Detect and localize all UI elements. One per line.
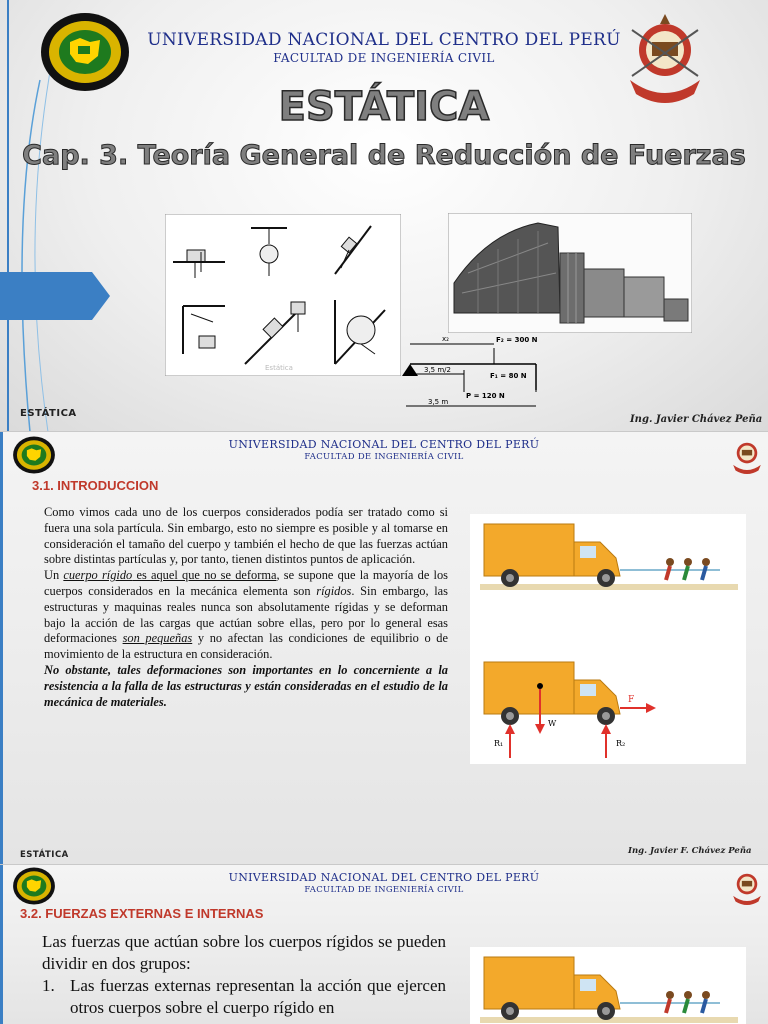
label-x2: x₂ [442,335,449,343]
course-title: ESTÁTICA [278,84,490,130]
intro-p2-d: , se supone que la mayoría de los cuerpos considerados en la mecánica elementa son [44,568,448,598]
section-heading: 3.1. INTRODUCCION [32,478,159,493]
label-r1: R₁ [494,739,504,748]
label-w: W [548,719,557,728]
fuerzas-paragraph [42,931,446,1019]
footer-course: ESTÁTICA [20,408,77,419]
truck-figure [470,947,746,1024]
label-f2: F₂ = 300 N [496,336,538,344]
intro-p2-a: Un [44,568,64,583]
building-image [448,213,692,333]
faculty-name: FACULTAD DE INGENIERÍA CIVIL [304,885,464,895]
label-p: P = 120 N [466,392,505,400]
intro-p2-h: y no afectan las condiciones de equilibrio o de movimiento de la estructura en consideración. [44,631,449,662]
intro-p2-rigid: cuerpo rígido [63,568,133,583]
faculty-name: FACULTAD DE INGENIERÍA CIVIL [304,452,464,462]
beam-force-diagram [398,330,548,412]
footer-author: Ing. Javier Chávez Peña [630,414,763,425]
arrow-tab-icon [0,272,112,320]
list-item [42,975,446,1019]
left-accent-bar [0,432,3,865]
intro-p2-rigidos: rígidos [316,583,352,598]
university-name: UNIVERSIDAD NACIONAL DEL CENTRO DEL PERÚ [228,438,540,451]
intro-p1: Como vimos cada uno de los cuerpos considerados podía ser tratado como si fuera una sola partícula. Sin embargo, esto no siempre es posible y al tomarse en consideración el tamaño del cuerpo y también el hecho de que las fuerzas actúan sobre distintas partículas y, por tanto, tienen distintos puntos de aplicación. [44,505,448,567]
university-name: UNIVERSIDAD NACIONAL DEL CENTRO DEL PERÚ [147,30,621,50]
slide-introduccion [0,432,768,865]
fuerzas-intro: Las fuerzas que actúan sobre los cuerpos rígidos se pueden dividir en dos grupos: [42,932,446,973]
label-f1: F₁ = 80 N [490,372,527,380]
truck-figure [470,514,746,764]
faculty-name: FACULTAD DE INGENIERÍA CIVIL [273,51,495,65]
list-item-number: 1. [42,976,55,995]
label-dist2: 3,5 m [428,398,449,406]
label-r2: R₂ [616,739,626,748]
free-body-diagrams-figure [165,214,401,376]
footer-course: ESTÁTICA [20,850,69,860]
intro-p3: No obstante, tales deformaciones son importantes en lo concerniente a la resistencia a la falla de las estructuras y están consideradas en el estudio de la mecánica de materiales. [44,662,448,709]
diagram-watermark: Estática [265,364,293,372]
list-item-text: Las fuerzas externas representan la acción que ejercen otros cuerpos sobre el cuerpo rígido en [70,976,446,1017]
footer-author: Ing. Javier F. Chávez Peña [628,846,752,856]
slide-title [0,0,768,432]
intro-p2-def: es aquel que no se deforma [132,568,277,583]
intro-p2-small: son pequeñas [122,631,193,646]
intro-p2-f: . Sin embargo, las estructuras y maquinas reales nunca son absolutamente rígidas y se deforman bajo la acción de las cargas que actúan sobre ellas, pero por lo general esas deformaciones [44,583,448,646]
intro-paragraph [44,505,448,710]
label-f: F [628,695,635,705]
slide-fuerzas [0,865,768,1024]
university-name: UNIVERSIDAD NACIONAL DEL CENTRO DEL PERÚ [228,871,540,884]
section-heading: 3.2. FUERZAS EXTERNAS E INTERNAS [20,906,264,921]
chapter-title: Cap. 3. Teoría General de Reducción de Fuerzas [22,140,746,171]
label-dist1: 3,5 m/2 [424,366,451,374]
